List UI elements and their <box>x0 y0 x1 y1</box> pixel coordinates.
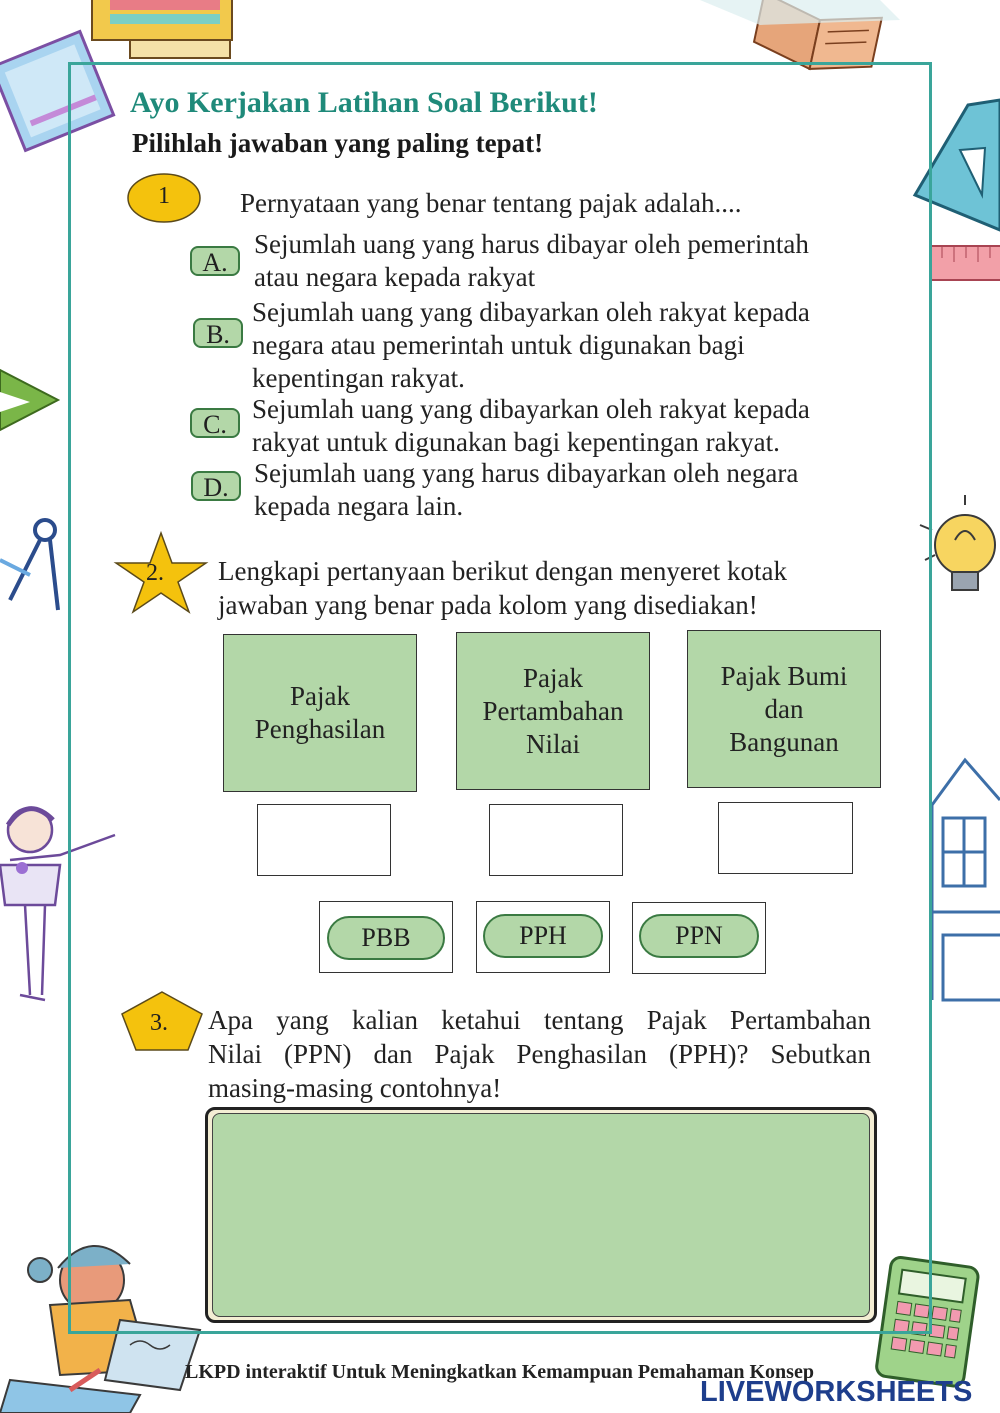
compass-icon <box>0 520 58 610</box>
term-3-line-1: Pajak Bumi <box>720 660 848 691</box>
question-2-line-2: jawaban yang benar pada kolom yang disediakan! <box>218 590 758 620</box>
option-c-marker[interactable]: C. <box>190 408 240 438</box>
drag-chip-ppn[interactable]: PPN <box>639 914 759 958</box>
option-c-line-2: rakyat untuk digunakan bagi kepentingan rakyat. <box>252 427 780 457</box>
liveworksheets-logo[interactable]: LIVEWORKSHEETS <box>700 1376 973 1408</box>
option-c-line-1: Sejumlah uang yang dibayarkan oleh rakyat kepada <box>252 394 810 424</box>
term-2-line-3: Nilai <box>525 728 580 759</box>
drag-chip-pbb[interactable]: PBB <box>327 916 445 960</box>
option-a-line-1: Sejumlah uang yang harus dibayar oleh pemerintah <box>254 229 809 259</box>
protractor-icon <box>0 370 58 430</box>
option-d-line-2: kepada negara lain. <box>254 491 464 521</box>
question-1-number: 1 <box>158 183 170 209</box>
question-2-line-1: Lengkapi pertanyaan berikut dengan menyeret kotak <box>218 556 788 586</box>
term-2-line-2: Pertambahan <box>482 695 624 726</box>
question-2-text <box>218 554 787 622</box>
term-3-line-2: dan <box>764 693 804 724</box>
question-3-line-1: Apa yang kalian ketahui tentang Pajak Pertambahan <box>208 1005 871 1035</box>
term-2-line-1: Pajak <box>522 662 583 693</box>
option-d-marker[interactable]: D. <box>191 471 241 501</box>
option-b-line-1: Sejumlah uang yang dibayarkan oleh rakyat kepada <box>252 297 810 327</box>
term-1-line-1: Pajak <box>289 681 350 711</box>
question-2-number: 2. <box>146 560 164 586</box>
term-box-pajak-penghasilan <box>223 634 417 792</box>
drop-zone-3[interactable] <box>718 802 853 874</box>
option-d-text[interactable] <box>254 457 798 523</box>
worksheet-title: Ayo Kerjakan Latihan Soal Berikut! <box>130 86 598 119</box>
question-3-text <box>208 1003 871 1105</box>
footer-caption: LKPD interaktif Untuk Meningkatkan Kemampuan Pemahaman Konsep <box>185 1361 814 1383</box>
books-icon <box>92 0 232 58</box>
question-1-text: Pernyataan yang benar tentang pajak adalah.... <box>240 188 742 218</box>
option-a-text[interactable] <box>254 228 809 294</box>
question-3-number: 3. <box>150 1010 168 1036</box>
option-d-line-1: Sejumlah uang yang harus dibayarkan oleh negara <box>254 458 799 488</box>
drop-zone-2[interactable] <box>489 804 623 876</box>
worksheet-instruction: Pilihlah jawaban yang paling tepat! <box>132 128 544 158</box>
answer-textarea[interactable] <box>212 1113 870 1317</box>
term-box-pajak-pertambahan-nilai <box>456 632 650 790</box>
option-a-marker[interactable]: A. <box>190 246 240 276</box>
question-3-line-2: Nilai (PPN) dan Pajak Penghasilan (PPH)? Sebutkan <box>208 1039 871 1069</box>
option-b-line-2: negara atau pemerintah untuk digunakan bagi <box>252 330 745 360</box>
term-box-pajak-bumi-dan-bangunan <box>687 630 881 788</box>
option-b-line-3: kepentingan rakyat. <box>252 363 465 393</box>
ruler-icon <box>930 246 1000 280</box>
question-3-line-3: masing-masing contohnya! <box>208 1073 502 1103</box>
drop-zone-1[interactable] <box>257 804 391 876</box>
option-b-text[interactable] <box>252 296 810 395</box>
option-c-text[interactable] <box>252 393 810 459</box>
option-a-line-2: atau negara kepada rakyat <box>254 262 536 292</box>
drag-chip-pph[interactable]: PPH <box>483 914 603 958</box>
house-icon <box>932 760 1000 1000</box>
term-1-line-2: Penghasilan <box>254 714 386 744</box>
option-b-marker[interactable]: B. <box>193 318 243 348</box>
term-3-line-3: Bangunan <box>729 726 839 757</box>
